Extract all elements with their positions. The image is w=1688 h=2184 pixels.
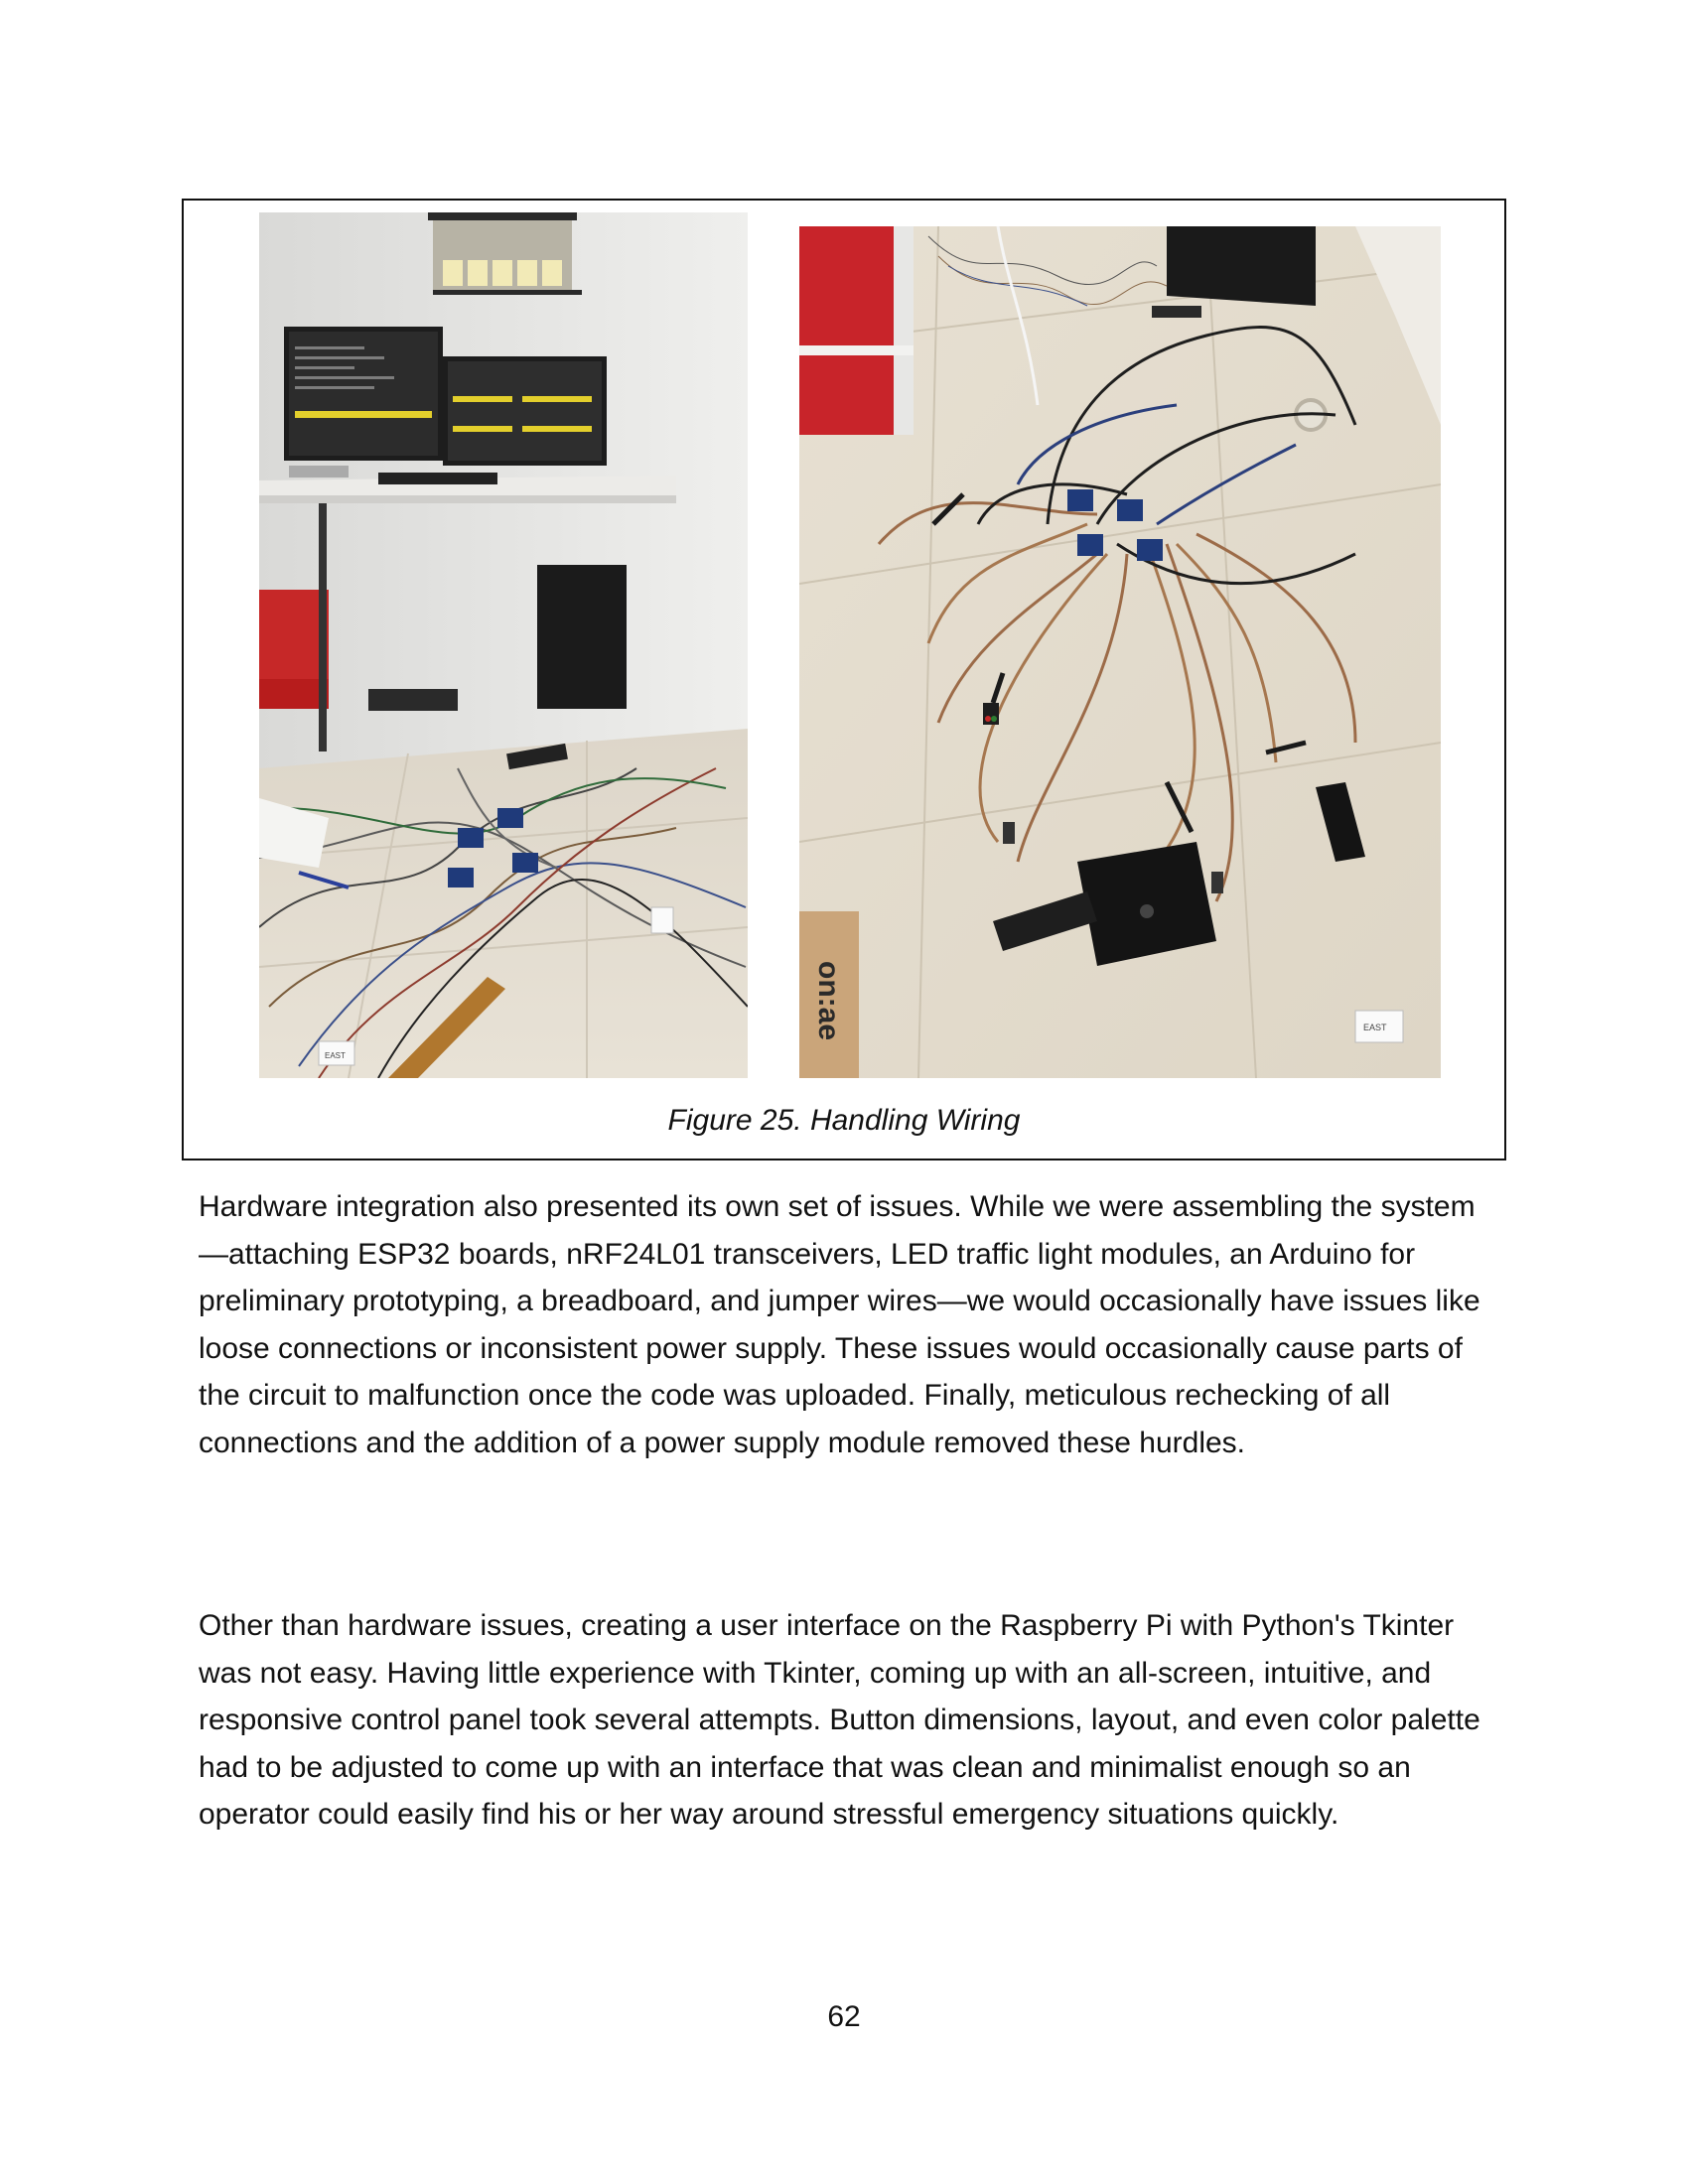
left-photo-tag-text: EAST — [325, 1051, 346, 1060]
paragraph-text: Other than hardware issues, creating a user interface on the Raspberry Pi with Python's Tkinter was not easy. Having little experience with Tkinter, coming up with an all-screen, intuitive, and responsive control panel took several attempts. Button dimensions, layout, and even color palette had to be adjusted to come up with an interface that was clean and minimalist enough so an operator could easily find his or her way around stressful emergency situations quickly. — [199, 1609, 1480, 1831]
right-photo-tag-text: EAST — [1363, 1023, 1387, 1032]
photo-desk-wiring-setup — [259, 212, 748, 1078]
figure-frame — [182, 199, 1506, 1160]
page-number: 62 — [827, 2000, 861, 2033]
figure-caption: Figure 25. Handling Wiring — [667, 1104, 1021, 1137]
right-photo-box-text: on:ae — [812, 961, 845, 1041]
paragraph-text: Hardware integration also presented its own set of issues. While we were assembling the system—attaching ESP32 boards, nRF24L01 transceivers, LED traffic light modules, an Arduino for preliminary prototyping, a breadboard, and jumper wires—we would occasionally have issues like loose connections or inconsistent power supply. These issues would occasionally cause parts of the circuit to malfunction once the code was uploaded. Finally, meticulous rechecking of all connections and the addition of a power supply module removed these hurdles. — [199, 1190, 1480, 1459]
photo-floor-wiring-layout — [799, 226, 1441, 1078]
paragraph-user-interface — [199, 1602, 1499, 1839]
paragraph-hardware-integration — [199, 1183, 1499, 1466]
